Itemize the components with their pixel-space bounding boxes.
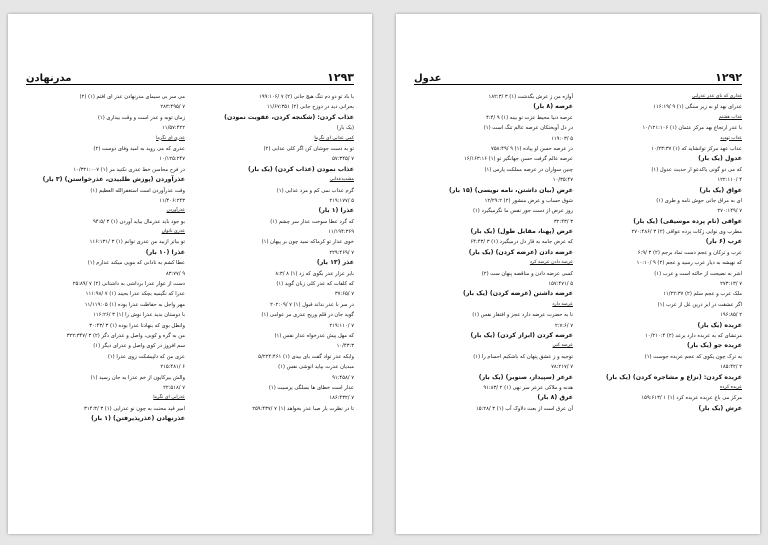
entry-line: عذرا که نگیمیه بچکد عذرا بحیند (۱) ۷ /۱۱۱:۹۸: [85, 291, 185, 298]
entry-line: وابکه عذر تواد گفت بای بیدی (۱) ۵/۲۲۴:۴۶۱: [258, 353, 354, 360]
entry-headword: عرض (پهنا، مقابل طول) (یک بار): [470, 228, 573, 236]
entry-subheading: عذرایی ای نگرما: [153, 395, 185, 401]
entry-headword: عرض (بیان داشتن، نامه نویسی) (۱۵ بار): [448, 186, 573, 194]
entry-line: روز عرض از دست جور نفس ما نگرمیگیرد (۱): [472, 208, 573, 215]
entry-headword: عربده جو (یک بار): [687, 342, 742, 350]
entry-line: ۵ /۱۵۷:۴۷۱: [548, 281, 573, 288]
entry-line: ۹ /۸۳:۷۷: [165, 270, 185, 277]
entry-line: شوق حساب و عرض منشور (۲) ۱۲/۲۹:۲: [484, 197, 573, 204]
entry-subheading: عذری ناتوان: [161, 229, 185, 235]
entry-line: ۷ /۷۸:۲۱۷: [551, 364, 573, 371]
entry-subheading: عربده کرده: [719, 384, 742, 390]
entry-headword: عذرنهادن (عذرپذیرفتن) (۱ بار): [91, 415, 185, 423]
entry-line: ۱۱/۴۰۶:۲۴۳: [159, 197, 185, 204]
right-page-right-column: [583, 92, 742, 514]
entry-line: عرصه دنیا محیط عزت تو بینه (۱) ۹ /۴:۴: [486, 114, 573, 121]
entry-line: عذاب عهد مرکز توانشاید که (۱) ۱۰/۲۳:۳۷: [651, 145, 742, 152]
entry-subheading: عذاب تهدید: [720, 135, 742, 141]
entry-line: ۷ /۵۷:۳۴۵: [332, 156, 354, 163]
entry-line: ۷ /۲۲۹:۴۶۹: [329, 249, 354, 256]
entry-line: ۵ /۱۱۹:۰۳: [551, 135, 573, 142]
entry-headword: عربده (یک بار): [697, 321, 742, 329]
entry-line: در فرح محاسن خط عذری نکنید مر (۱) ۱۰/۳۲۱:۰۰۷: [73, 166, 185, 173]
entry-line: ۱۰/۳۵:۴۷: [552, 177, 573, 184]
entry-line: عذرای بهد او به زیر سنگی (۱) ۹ /۱۱۶:۱۹: [653, 104, 742, 111]
entry-subheading: عرضه کنی: [552, 343, 573, 349]
entry-line: ۷ /۳۷:۶۵: [334, 291, 354, 298]
entry-line: من به گره و کوبی، واصل و عذرای دگر (۲) ۳ /۳۲۲:۳۴۷: [66, 332, 185, 339]
entry-line: ۶ /۲۱۵:۴۸۱: [160, 364, 185, 371]
entry-line: وقت عذرآوردن است استغفرالله العظیم (۱): [90, 187, 185, 194]
entry-line: مهر واجل به حفاظت عذرا بوده (۱) ۱۱/۱۱۹:۰۵: [84, 301, 185, 308]
entry-line: با عذر ارتجاع بهد مرکز عثمان (۱) ۱۰/۱۲۱:۱۰۶: [642, 125, 742, 132]
entry-line: نا به حضرت عرضه دارد عجز و افتقار نفس (۱): [472, 312, 573, 319]
left-page-right-column: [195, 92, 354, 514]
entry-line: ۴ /۱۲۲:۱۱۰: [717, 177, 742, 184]
entry-subheading: مشدیدعذابی: [329, 177, 354, 183]
entry-line: مرتشای که به عربده دارد برعد (۲) ۱۰/۲۱۰:۴: [645, 332, 742, 339]
entry-line: ۷ /۲:۷:۶: [554, 322, 573, 329]
entry-line: آن عرق است از بعث دلاوک آب (۱) ۳ /۱۵:۲۸: [475, 405, 573, 412]
entry-headword: عربده کردن: (نزاع و مشاجره کردن) (یک بار): [606, 373, 742, 381]
entry-headword: عرق (۸ بار): [537, 394, 573, 402]
entry-line: مطرب وی نوایی زکات پرده عواقی (۲) ۳ /۲۷۰:۴۸۶: [631, 229, 742, 236]
entry-line: ۷ /۲۸۳:۴۹۵: [160, 104, 185, 111]
entry-line: تو بیاتر ازبید من عذری توانم (۱) ۳ /۱۱۶:۱۳۱: [89, 239, 185, 246]
entry-subheading: عرضه دارد: [552, 301, 573, 307]
entry-subheading: عرضه دادن عرضه کرد: [529, 260, 573, 266]
entry-line: که عرض جامه به قار دل درمیگیرد (۱) ۳ /۶۴:۴۳: [470, 239, 573, 246]
entry-line: ملک عرب و عجم سلم (۲) ۱۱/۲۲:۳۷: [663, 291, 742, 298]
right-page-number: ۱۲۹۲: [715, 71, 742, 84]
entry-line: کسی عرضه دادن و مناقصه پنهان ست (۲): [481, 270, 573, 277]
right-header-word: عدول: [414, 73, 442, 84]
entry-line: ۱۱/۱۹۴:۳۶۹: [328, 229, 354, 236]
entry-line: ای به مراق جانی حوش نامه و طری (۱): [656, 197, 742, 204]
entry-line: در دل آوبختکان عرصه عالم تنگ است (۱): [483, 125, 573, 132]
entry-line: تو به دست جوشان کن اگر کلی عذابی (۲): [263, 145, 354, 152]
entry-line: در سر با عذر نداند قبول (۱) ۷ /۲۰۲:۰۹: [270, 301, 354, 308]
entry-line: با دوستان بدید عذرا نوش را (۱) ۳ /۱۱۶:۲۶: [93, 312, 185, 319]
entry-line: بو جود باید عذرمال بیاید آوردن (۱) ۳ /۹۴:۵: [92, 218, 185, 225]
entry-subheading: عذرآوردن: [166, 208, 185, 214]
right-page-left-column: [414, 92, 573, 514]
entry-line: والش بیرکایون از خم عذرا به جان رسید (۱): [90, 374, 185, 381]
entry-subheading: عذری ای نگرما: [156, 135, 185, 141]
entry-line: که گرد عطا سوخت عذار سر چشم (۱): [270, 218, 354, 225]
entry-line: زمان توبه و عذر است و وقت بیداری (۱): [97, 114, 185, 121]
left-page-left-column: [26, 92, 185, 514]
entry-line: ۱۰/۴۳:۳: [336, 343, 354, 350]
entry-line: خوی عذار تو کرماکه نمید چون بر پیهان (۱): [261, 239, 354, 246]
entry-line: که می دو گونی یاکدعو ار حدیث عدول (۱): [651, 166, 742, 173]
entry-line: توجیه و ز عشق پنهان که باشکیم احسام را (۱): [473, 353, 573, 360]
entry-line: عرب و ترکان و عجم دست تماد برجم (۲) ۳ /۶:۹: [637, 249, 742, 256]
entry-headword: عرصه (۸ بار): [533, 103, 573, 111]
entry-line: ۷ /۱۸۶:۴۳۲: [329, 395, 354, 402]
right-page: [396, 14, 760, 534]
entry-headword: عذاب کردن: (شکنجه کردن، عقوبت نمودن): [224, 113, 354, 121]
entry-line: با باد تو دو دم تنگ هیچ جانی (۲) ۷ /۱۹۹:۱۰۶: [258, 94, 354, 100]
entry-headword: عرضه داشتن (عرضه کردن) (یک بار): [463, 290, 573, 298]
entry-line: ۷ /۹۱:۴۵۸: [332, 374, 354, 381]
entry-line: مرکز می باغ عربده عربده کرد (۱) ۱ /۱۵۹:۶۱۳: [641, 395, 742, 402]
entry-headword: عرعر (سپیدار، صنوبر) (یک بار): [478, 373, 573, 381]
entry-line: (یک بار): [336, 125, 354, 132]
entry-line: وانطل بوی که بنهادنا عذرا بوده (۱) ۳ /۳۰:۴۳: [89, 322, 185, 329]
entry-line: عزی من که دلپیشکت زوی عذرا (۱): [107, 353, 185, 360]
entry-line: گوید جان در قلم وریح عذری مر عوامی (۱): [261, 312, 354, 319]
left-page-number: ۱۲۹۳: [327, 71, 354, 84]
entry-line: آوازه من ز عرش بگذشت (۱) ۳ /۱۸۲:۳: [488, 94, 573, 100]
entry-line: دست از عوار عذرا برداشی به داشتانی (۲) ۷ /۲۵:۸۹: [72, 281, 185, 288]
entry-line: تا در نظرت بار صبا عذر بخواهد (۱) ۷ /۲۵۹:۴۳۷: [252, 405, 354, 412]
entry-headword: عرضه کردن (ابراز کردن) (یک بار): [470, 331, 573, 339]
entry-line: که نهیشه به دیار عرب رسید و عجم (۲) ۹ /۱۰:۱۰: [636, 260, 742, 267]
entry-line: هدنه و ملاکی عرعر سر نهی (۱) ۲ /۹۱:۸۳: [483, 384, 573, 391]
left-page: [8, 14, 372, 534]
entry-line: ۷ /۲۲:۵۱۸: [163, 384, 185, 391]
entry-subheading: عذاب هشتم: [718, 114, 742, 120]
entry-headword: عذاب نمودن (عذاب کردن) (یک بار): [248, 165, 354, 173]
left-page-header: [26, 66, 354, 85]
entry-line: ۱۱/۵۷:۴۲۲: [162, 125, 185, 132]
entry-line: ۷ /۲۷۰:۱۴۹: [717, 208, 742, 215]
entry-line: ۵ /۲۱۹:۱۷۷: [329, 197, 354, 204]
entry-subheading: عذاری که نای عذر عذرایی: [691, 94, 742, 99]
right-page-header: [414, 66, 742, 85]
entry-headword: عدول (یک بار): [698, 155, 742, 163]
entry-line: اگر عشقت در ایر درین غل از عرب (۱): [657, 301, 742, 308]
entry-headword: عذرا (۱۰ بار): [145, 248, 185, 256]
entry-line: بحرانی دید در دوزخ جانی (۲) ۱۱/۶۷:۳۵۱: [266, 104, 354, 111]
entry-line: بابر عزار عذر بگوی که زد (۱) ۸ /۸:۳: [275, 270, 354, 277]
entry-headword: عرب (۶ بار): [705, 238, 742, 246]
entry-line: سم افروز در کوی واصل و عذرای دیگر (۱): [93, 343, 185, 350]
entry-line: عذار است خطای ها بسلگی پرسیت (۱): [268, 384, 354, 391]
entry-headword: عرش (یک بار): [698, 404, 742, 412]
entry-line: ۲ /۱۸۵:۴۲: [720, 364, 742, 371]
entry-line: چنین سواران در عرصه مملکت پارس (۱): [484, 166, 573, 173]
entry-line: امیر قید محنت به چون نو عذرایی (۱) ۳ /۳۱۴:۳: [84, 405, 185, 412]
entry-line: عذری که می روید به امید وفای دوست (۲): [93, 145, 185, 152]
entry-headword: عذرا (۱ بار): [318, 207, 354, 215]
entry-line: که مهل پیش عذرخواه عذار نفس (۱): [274, 332, 354, 339]
entry-line: در عرصه حسن او پیاده (۱) ۹ /۷۵۸:۴۹: [491, 145, 573, 152]
entry-line: که کلفات که عذر کلی زبان گوید (۱): [276, 281, 354, 288]
entry-line: می سر بی سیمای مدرنهادن عذر ای افتم (۱) (۲): [79, 94, 185, 100]
entry-line: اشر به نصیحت از حالته است و عرب (۱): [654, 270, 742, 277]
entry-line: عرصه عالم گرفت حسن جهانگیر تو (۱) ۱۶/۱۶۳:۱۶: [464, 156, 573, 163]
entry-headword: عذرآوردن (پوزش طلبیدن، عذرخواستن) (۳ بار): [42, 176, 185, 184]
entry-subheading: کمی عذابی ای نگرما: [314, 135, 354, 141]
entry-line: به ترک چون یکوی که عجم عربده جوست (۱): [644, 353, 742, 360]
entry-line: ۷ /۲۷۳:۱۳: [720, 281, 742, 288]
entry-headword: عواق (یک بار): [699, 186, 742, 194]
entry-line: مبدیان عذرت بپاید انوشی نفس (۱): [278, 364, 354, 371]
entry-line: ۳ /۳۲:۴۳: [553, 218, 573, 225]
entry-headword: عواقی (نام پرده موسیقی) (یک بار): [633, 217, 742, 225]
entry-line: گرم عذاب نمی کم و مرد عذابی (۱): [276, 187, 354, 194]
entry-line: ۲ /۱۹۶:۸۵: [720, 312, 742, 319]
entry-headword: عرضه دادن (عرضه کردن) (یک بار): [468, 248, 573, 256]
entry-headword: عذر (۱۳ بار): [316, 259, 354, 267]
left-header-word: مدرنهادن: [26, 73, 72, 84]
entry-line: ۷ /۲۱۹:۱۱۰: [329, 322, 354, 329]
entry-line: عطا کشم به نادانی که مویی میکند عذارم (۱): [87, 260, 185, 267]
entry-line: ۱۰/۱۲۵:۲۴۷: [159, 156, 185, 163]
